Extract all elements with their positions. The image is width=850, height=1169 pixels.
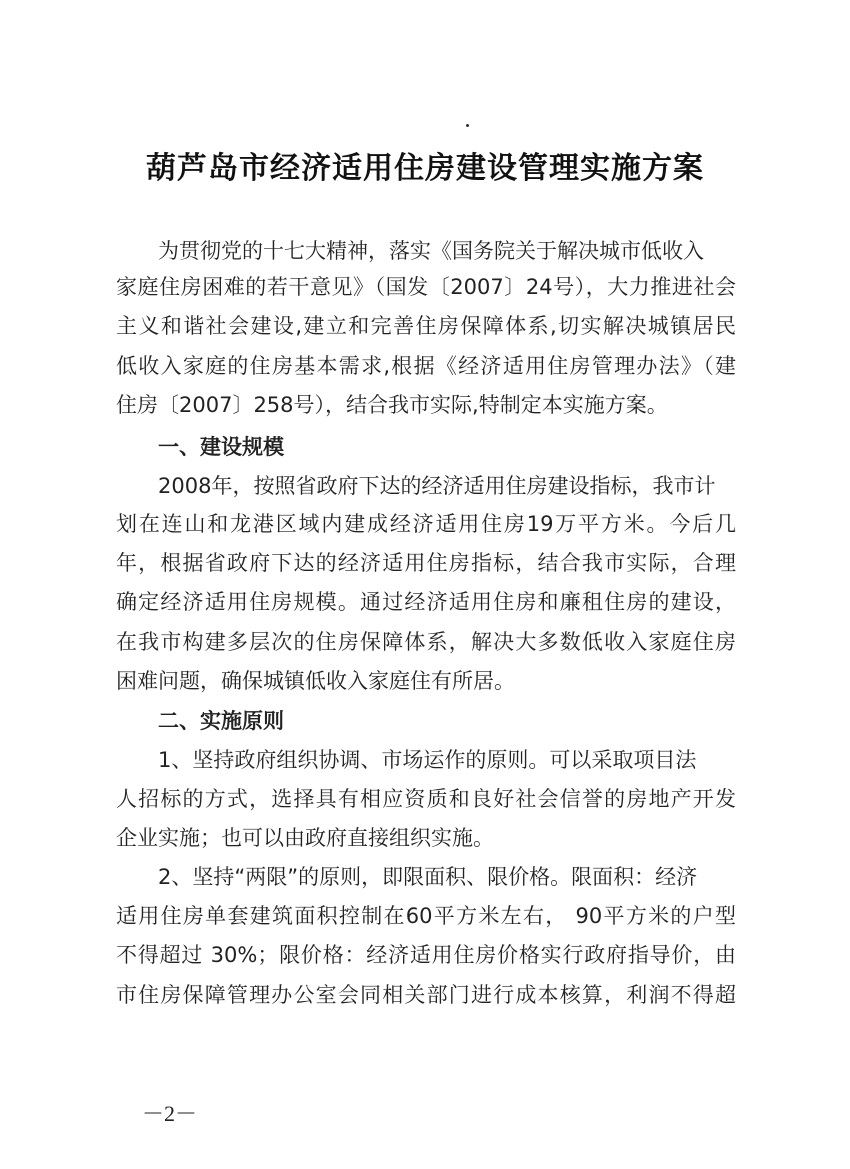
body-line-7: 2008年，按照省政府下达的经济适用住房建设指标，我市计 xyxy=(158,474,716,498)
body-line-4: 低收入家庭的住房基本需求,根据《经济适用住房管理办法》（建 xyxy=(116,354,736,378)
body-line-10: 确定经济适用住房规模。通过经济适用住房和廉租住房的建设， xyxy=(116,590,736,614)
body-line-14: 1、坚持政府组织协调、市场运作的原则。可以采取项目法 xyxy=(158,748,697,772)
body-line-5: 住房〔2007〕258号），结合我市实际,特制定本实施方案。 xyxy=(116,393,668,417)
body-line-12: 困难问题，确保城镇低收入家庭住有所居。 xyxy=(116,669,515,693)
body-line-2: 家庭住房困难的若干意见》（国发〔2007〕24号），大力推进社会 xyxy=(116,275,736,299)
page-number: －2－ xyxy=(142,1101,198,1126)
body-line-3: 主义和谐社会建设,建立和完善住房保障体系,切实解决城镇居民 xyxy=(116,314,736,338)
body-line-9: 年，根据省政府下达的经济适用住房指标，结合我市实际，合理 xyxy=(116,551,736,575)
stray-dot xyxy=(466,124,469,127)
body-line-16: 企业实施；也可以由政府直接组织实施。 xyxy=(116,826,494,850)
body-line-18: 适用住房单套建筑面积控制在60平方米左右， 90平方米的户型 xyxy=(116,904,736,928)
section-heading-1: 一、建设规模 xyxy=(158,435,284,459)
section-heading-2: 二、实施原则 xyxy=(158,709,284,733)
body-line-20: 市住房保障管理办公室会同相关部门进行成本核算，利润不得超 xyxy=(116,983,736,1007)
body-line-1: 为贯彻党的十七大精神，落实《国务院关于解决城市低收入 xyxy=(158,239,704,263)
body-line-19: 不得超过 30%；限价格：经济适用住房价格实行政府指导价，由 xyxy=(116,943,736,967)
body-line-17: 2、坚持“两限”的原则，即限面积、限价格。限面积：经济 xyxy=(158,865,698,889)
body-line-11: 在我市构建多层次的住房保障体系，解决大多数低收入家庭住房 xyxy=(116,630,736,654)
body-line-8: 划在连山和龙港区域内建成经济适用住房19万平方米。今后几 xyxy=(116,512,736,536)
document-title: 葫芦岛市经济适用住房建设管理实施方案 xyxy=(146,151,704,186)
body-line-15: 人招标的方式，选择具有相应资质和良好社会信誉的房地产开发 xyxy=(116,787,736,811)
